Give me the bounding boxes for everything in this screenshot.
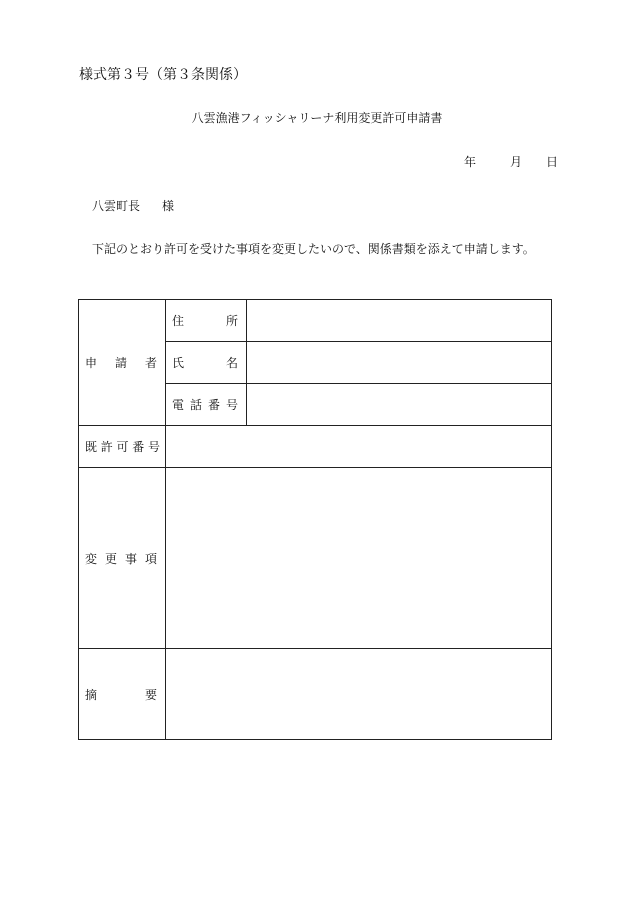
year-label: 年 bbox=[464, 155, 477, 169]
phone-label-char: 話 bbox=[189, 398, 202, 412]
change-details-field[interactable] bbox=[166, 468, 552, 649]
day-label: 日 bbox=[546, 155, 559, 169]
phone-label-cell bbox=[166, 384, 247, 426]
summary-field[interactable] bbox=[166, 649, 552, 740]
applicant-label-char: 申 bbox=[85, 356, 98, 370]
date-line bbox=[464, 153, 558, 170]
phone-label-char: 号 bbox=[225, 398, 238, 412]
phone-field[interactable] bbox=[247, 384, 552, 426]
change-label-char: 項 bbox=[144, 551, 157, 566]
name-label-char: 氏 bbox=[172, 356, 185, 370]
document-title: 八雲漁港フィッシャリーナ利用変更許可申請書 bbox=[191, 111, 443, 125]
prev-permit-label-cell bbox=[79, 426, 166, 468]
summary-label-char: 摘 bbox=[85, 687, 98, 702]
prev-permit-label-char: 許 bbox=[100, 440, 113, 454]
form-number: 様式第３号（第３条関係） bbox=[79, 67, 247, 83]
name-field[interactable] bbox=[247, 342, 552, 384]
addressee bbox=[92, 197, 174, 214]
change-label-char: 変 bbox=[85, 551, 98, 566]
address-label-char: 住 bbox=[172, 314, 185, 328]
month-label: 月 bbox=[510, 155, 523, 169]
applicant-label-char: 請 bbox=[114, 356, 127, 370]
name-label-char: 名 bbox=[225, 356, 238, 370]
prev-permit-label-char: 号 bbox=[147, 440, 160, 454]
request-statement: 下記のとおり許可を受けた事項を変更したいので、関係書類を添えて申請します。 bbox=[92, 242, 535, 256]
prev-permit-field[interactable] bbox=[166, 426, 552, 468]
application-table bbox=[78, 299, 552, 740]
change-label-char: 事 bbox=[124, 551, 137, 566]
address-label-char: 所 bbox=[225, 314, 238, 328]
summary-label-char: 要 bbox=[144, 687, 157, 702]
phone-label-char: 電 bbox=[172, 398, 185, 412]
change-label-char: 更 bbox=[104, 551, 117, 566]
prev-permit-label-char: 可 bbox=[116, 440, 129, 454]
name-label-cell bbox=[166, 342, 247, 384]
address-field[interactable] bbox=[247, 300, 552, 342]
prev-permit-label-char: 番 bbox=[132, 440, 145, 454]
applicant-label-char: 者 bbox=[144, 356, 157, 370]
summary-label-cell bbox=[79, 649, 166, 740]
change-label-cell bbox=[79, 468, 166, 649]
prev-permit-label-char: 既 bbox=[85, 440, 98, 454]
addressee-honorific: 様 bbox=[162, 199, 175, 213]
addressee-name: 八雲町長 bbox=[92, 199, 141, 213]
address-label-cell bbox=[166, 300, 247, 342]
applicant-label-cell bbox=[79, 300, 166, 426]
phone-label-char: 番 bbox=[207, 398, 220, 412]
